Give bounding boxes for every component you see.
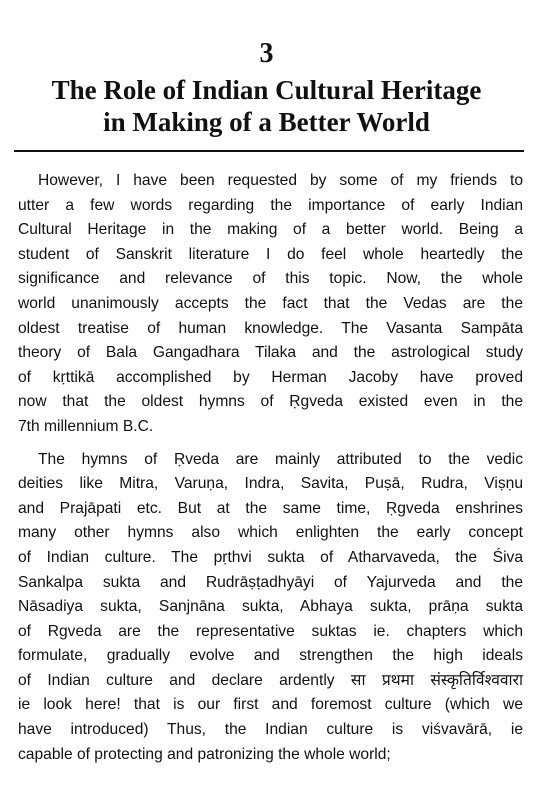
text-line: of kṛttikā accomplished by Herman Jacoby have proved [18, 368, 523, 386]
text-line: Cultural Heritage in the making of a better world. Being a [18, 221, 523, 239]
text-line: Nāsadiya sukta, Sanjnāna sukta, Abhaya sukta, prāṇa sukta [18, 598, 523, 616]
text-line: many other hymns also which enlighten the early concept [18, 524, 523, 542]
text-line: significance and relevance of this topic. Now, the whole [18, 270, 523, 288]
text-line: 7th millennium B.C. [18, 417, 154, 435]
title-divider [14, 150, 524, 152]
text-line: oldest treatise of human knowledge. The Vasanta Sampāta [18, 319, 523, 337]
text-line: However, I have been requested by some of my friends to [38, 172, 523, 189]
text-line: theory of Bala Gangadhara Tilaka and the astrological study [18, 344, 523, 362]
text-line: and Prajāpati etc. But at the same time, Ṛgveda enshrines [18, 499, 523, 517]
text-line: student of Sanskrit literature I do feel whole heartedly the [18, 245, 523, 263]
text-line: The hymns of Ṛveda are mainly attributed to the vedic [38, 450, 523, 468]
text-line: have introduced) Thus, the Indian culture is viśvavārā, ie [18, 721, 523, 739]
text-line: of Indian culture and declare ardently सा प्रथमा संस्कृतिर्विश्ववारा [18, 671, 523, 689]
text-line: world unanimously accepts the fact that the Vedas are the [18, 294, 523, 312]
chapter-number: 3 [259, 38, 274, 69]
text-line: Sankalpa sukta and Rudrāṣṭadhyāyi of Yajurveda and the [18, 573, 523, 591]
text-line: capable of protecting and patronizing the whole world; [18, 745, 391, 763]
paragraph [18, 448, 523, 768]
chapter-title-line: The Role of Indian Cultural Heritage [51, 75, 482, 105]
text-line: utter a few words regarding the importance of early Indian [18, 196, 523, 214]
text-line: deities like Mitra, Varuṇa, Indra, Savita, Puṣā, Rudra, Viṣṇu [18, 475, 523, 493]
paragraph [18, 169, 523, 440]
body-text [18, 169, 523, 767]
text-line: of Indian culture. The pṛthvi sukta of Atharvaveda, the Śiva [18, 548, 523, 566]
text-line: now that the oldest hymns of Ṛgveda existed even in the [18, 393, 523, 411]
chapter-title [10, 74, 523, 138]
text-line: ie look here! that is our first and foremost culture (which we [18, 696, 523, 714]
text-line: of Rgveda are the representative suktas ie. chapters which [18, 622, 523, 640]
chapter-title-line: in Making of a Better World [103, 107, 430, 137]
text-line: formulate, gradually evolve and strengthen the high ideals [18, 647, 523, 665]
